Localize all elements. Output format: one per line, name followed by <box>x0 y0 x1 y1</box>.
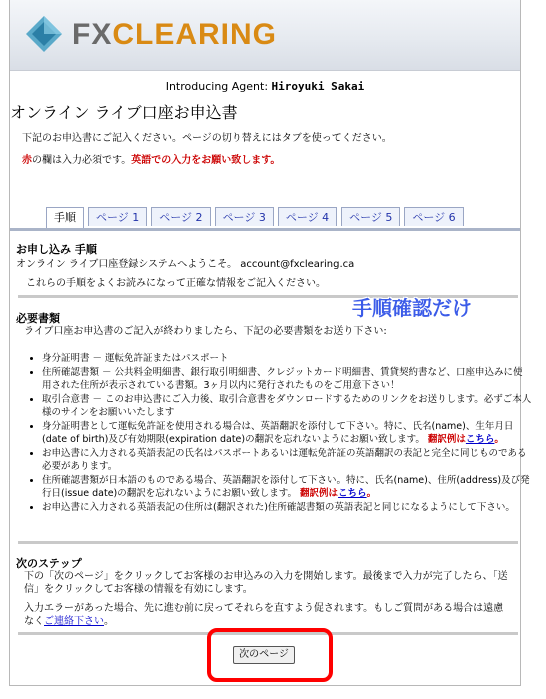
list-item: • 取引合意書 － このお申込書にご入力後、取引合意書をダウンロードするためのリンクをお送りします。必ずご本人様のサインをお願いいたします <box>42 393 532 419</box>
translation-example-link[interactable]: こちら <box>338 488 367 499</box>
documents-intro: ライブ口座お申込書のご記入が終わりましたら、下記の必要書類をお送り下さい: <box>24 326 387 337</box>
translation-example: 翻訳例はこちら。 <box>427 434 504 445</box>
overlay-annotation: 手順確認だけ <box>352 296 472 320</box>
list-item: • お申込書に入力される英語表記の氏名はパスポートあるいは運転免許証の英語翻訳の表記と完全に同じものである必要があります。 <box>42 447 532 473</box>
list-item: • 身分証明書として運転免許証を使用される場合は、英語翻訳を添付して下さい。特に、氏名(name)、生年月日(date of birth)及び有効期限(expiration date)の翻訳を忘れないようにお願い致します。 翻訳例はこちら。 <box>42 420 532 446</box>
translation-example-link[interactable]: こちら <box>465 434 495 445</box>
application-frame <box>9 0 532 686</box>
next-steps-heading: 次のステップ <box>16 557 82 570</box>
list-item: • 住所確認書類が日本語のものである場合、英語翻訳を添付して下さい。特に、氏名(name)、住所(address)及び発行日(issue date)の翻訳を忘れないようにお願い致します。 翻訳例はこちら。 <box>42 474 532 500</box>
required-english-note: 英語での入力をお願い致します。 <box>131 155 281 166</box>
agent-label: Introducing Agent: <box>165 80 269 93</box>
list-item: • 身分証明書 － 運転免許証またはパスポート <box>42 352 532 365</box>
required-middle: の欄は入力必須です。 <box>32 155 132 166</box>
tab-page-3[interactable]: ページ 3 <box>215 207 274 226</box>
tab-page-6[interactable]: ページ 6 <box>404 207 463 226</box>
contact-text: 入力エラーがあった場合、先に進む前に戻ってそれらを直すよう促されます。もしご質問がある場合は遠慮なくご連絡下さい。 <box>24 603 504 627</box>
list-item: • 住所確認書類 － 公共料金明細書、銀行取引明細書、クレジットカード明細書、賃貸契約書など、口座申込みに使用された住所が表示されている書類。3ヶ月以内に発行されたものをご用意下さい！ <box>42 366 532 392</box>
required-documents-list <box>24 352 532 515</box>
introducing-agent <box>10 80 520 93</box>
procedure-heading: お申し込み 手順 <box>16 243 97 256</box>
tab-page-1[interactable]: ページ 1 <box>88 207 147 226</box>
next-steps-text: 下の「次のページ」をクリックしてお客様のお申込みの入力を開始します。最後まで入力が完了したら、「送信」をクリックしてお客様の情報を有効にします。 <box>24 571 508 595</box>
tab-procedure[interactable]: 手順 <box>46 207 84 229</box>
documents-heading: 必要書類 <box>16 312 60 325</box>
brand-logo-text <box>72 18 277 52</box>
read-instructions: これらの手順をよくお読みになって正確な情報をご記入ください。 <box>26 278 326 289</box>
tab-page-4[interactable]: ページ 4 <box>278 207 337 226</box>
fx-diamond-logo-icon <box>24 14 64 54</box>
translation-example: 翻訳例はこちら。 <box>300 488 377 499</box>
next-page-button[interactable]: 次のページ <box>233 646 295 664</box>
section-divider <box>18 541 518 544</box>
required-note <box>22 151 280 166</box>
intro-text: 下記のお申込書にご記入ください。ページの切り替えにはタブを使ってください。 <box>22 133 392 144</box>
tab-page-2[interactable]: ページ 2 <box>151 207 210 226</box>
logo-clearing: CLEARING <box>112 18 278 51</box>
tab-bar <box>46 207 464 229</box>
logo-fx: FX <box>72 18 113 51</box>
contact-link[interactable]: ご連絡下さい <box>44 616 104 627</box>
required-red-word: 赤 <box>22 155 32 166</box>
page-title: オンライン ライブ口座お申込書 <box>10 103 238 122</box>
tab-page-5[interactable]: ページ 5 <box>341 207 400 226</box>
welcome-text: オンライン ライブ口座登録システムへようこそ。 account@fxclearing.ca <box>16 259 355 270</box>
header-banner <box>10 0 520 71</box>
agent-name: Hiroyuki Sakai <box>271 80 365 93</box>
tab-underline <box>10 228 520 231</box>
list-item: • お申込書に入力される英語表記の住所は(翻訳された)住所確認書類の英語表記と同じになるようにして下さい。 <box>42 501 532 514</box>
